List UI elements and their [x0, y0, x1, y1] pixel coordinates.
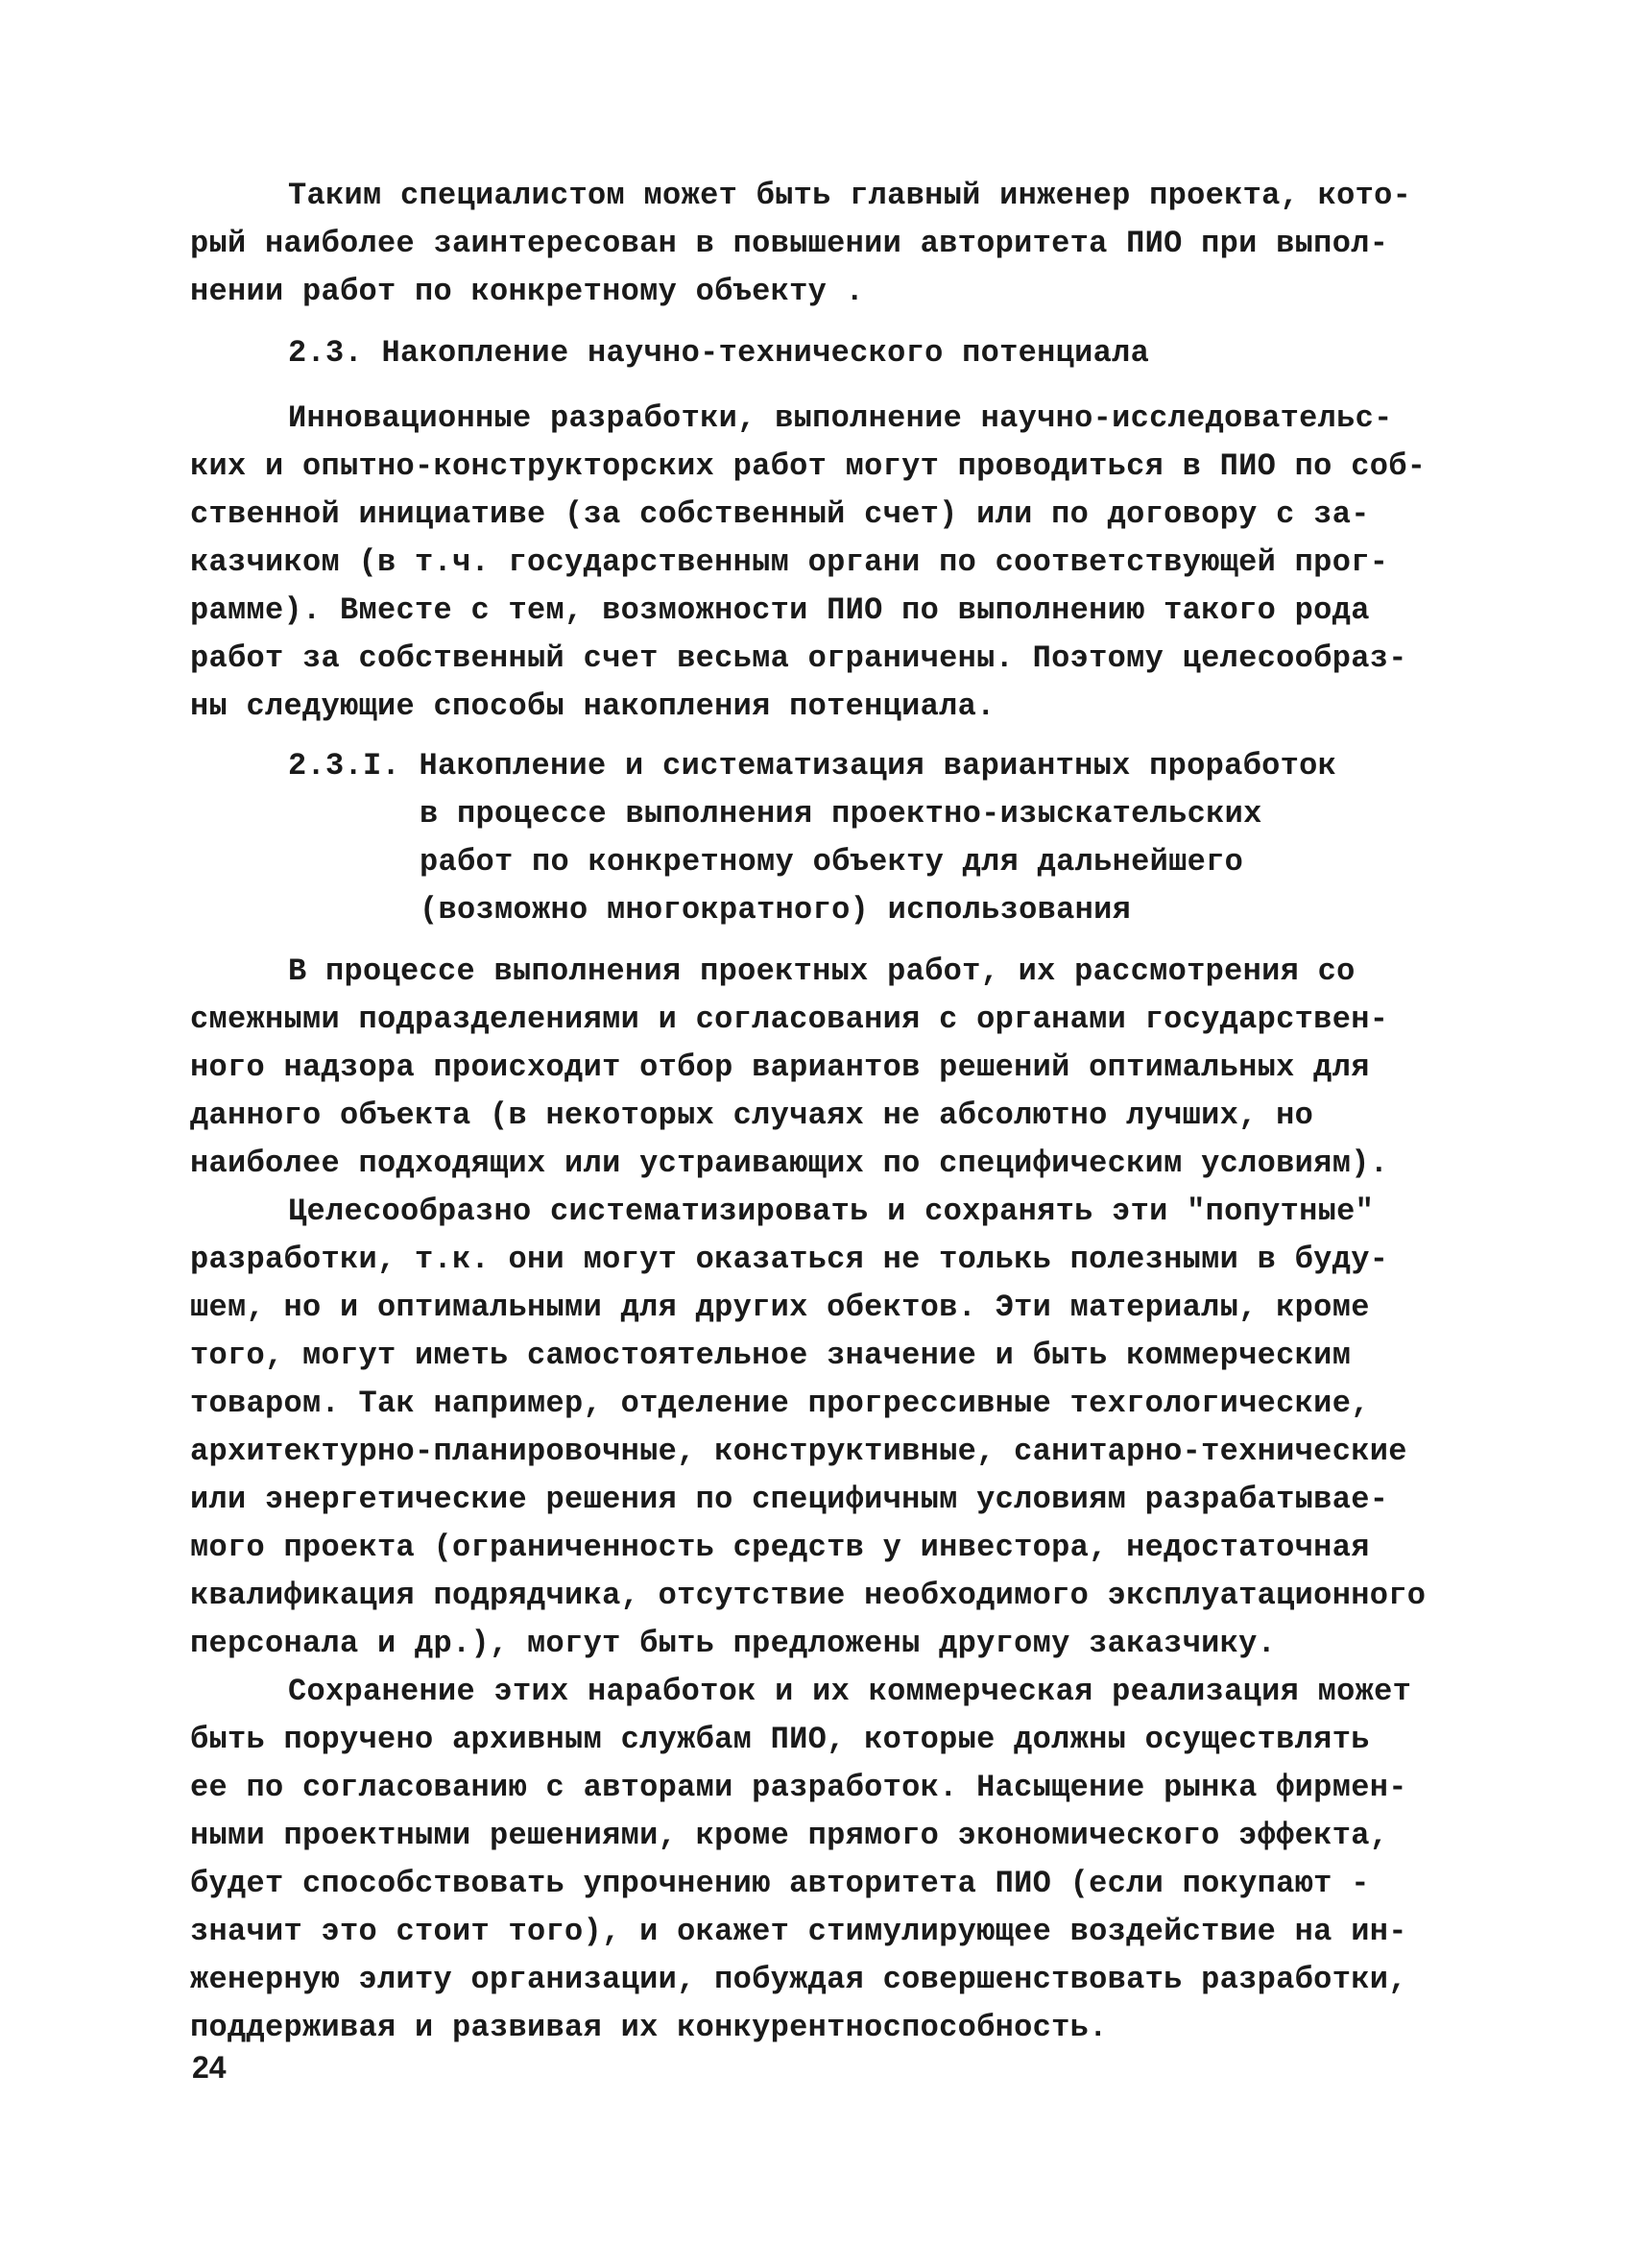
text-line: В процессе выполнения проектных работ, их рассмотрения со — [288, 953, 1356, 989]
subsection-heading: (возможно многократного) использования — [420, 892, 1132, 928]
subsection-heading: 2.3.I. Накопление и систематизация вариантных проработок — [288, 748, 1337, 784]
page-number: 24 — [192, 2050, 227, 2085]
text-line: шем, но и оптимальными для других обектов. Эти материалы, кроме — [190, 1290, 1370, 1325]
text-line: наиболее подходящих или устраивающих по специфическим условиям). — [190, 1146, 1389, 1181]
text-line: персонала и др.), могут быть предложены другому заказчику. — [190, 1626, 1277, 1661]
text-line: ственной инициативе (за собственный счет) или по договору с за- — [190, 496, 1370, 532]
text-line: поддерживая и развивая их конкурентноспособность. — [190, 2010, 1108, 2045]
text-line: женерную элиту организации, побуждая совершенствовать разработки, — [190, 1962, 1407, 1997]
text-line: Целесообразно систематизировать и сохранять эти "попутные" — [288, 1194, 1375, 1229]
text-line: значит это стоит того), и окажет стимулирующее воздействие на ин- — [190, 1914, 1407, 1949]
text-line: данного объекта (в некоторых случаях не абсолютно лучших, но — [190, 1098, 1314, 1133]
text-line: мого проекта (ограниченность средств у инвестора, недостаточная — [190, 1530, 1370, 1565]
text-line: нении работ по конкретному объекту . — [190, 274, 865, 309]
text-line: квалификация подрядчика, отсутствие необходимого эксплуатационного — [190, 1578, 1427, 1613]
text-line: того, могут иметь самостоятельное значение и быть коммерческим — [190, 1338, 1352, 1373]
text-line: архитектурно-планировочные, конструктивные, санитарно-технические — [190, 1434, 1407, 1469]
section-heading: 2.3. Накопление научно-технического потенциала — [288, 335, 1150, 371]
subsection-heading: в процессе выполнения проектно-изыскательских — [420, 796, 1262, 832]
text-line: Инновационные разработки, выполнение научно-исследовательс- — [288, 400, 1393, 436]
text-line: товаром. Так например, отделение прогрессивные техгологические, — [190, 1386, 1370, 1421]
subsection-heading: работ по конкретному объекту для дальнейшего — [420, 844, 1244, 880]
text-line: ее по согласованию с авторами разработок. Насыщение рынка фирмен- — [190, 1770, 1407, 1805]
text-line: работ за собственный счет весьма ограничены. Поэтому целесообраз- — [190, 640, 1407, 676]
text-line: рамме). Вместе с тем, возможности ПИО по выполнению такого рода — [190, 592, 1370, 628]
text-line: смежными подразделениями и согласования с органами государствен- — [190, 1001, 1389, 1037]
text-line: Сохранение этих наработок и их коммерческая реализация может — [288, 1674, 1412, 1709]
text-line: ными проектными решениями, кроме прямого экономического эффекта, — [190, 1818, 1389, 1853]
text-line: ны следующие способы накопления потенциала. — [190, 688, 996, 724]
text-line: ного надзора происходит отбор вариантов решений оптимальных для — [190, 1050, 1370, 1085]
text-line: будет способствовать упрочнению авторитета ПИО (если покупают - — [190, 1866, 1370, 1901]
text-line: быть поручено архивным службам ПИО, которые должны осуществлять — [190, 1722, 1370, 1757]
text-line: Таким специалистом может быть главный инженер проекта, кото- — [288, 178, 1412, 213]
text-line: разработки, т.к. они могут оказаться не толькь полезными в буду- — [190, 1242, 1389, 1277]
text-line: рый наиболее заинтересован в повышении авторитета ПИО при выпол- — [190, 226, 1389, 261]
text-line: казчиком (в т.ч. государственным органи по соответствующей прог- — [190, 544, 1389, 580]
text-line: или энергетические решения по специфичным условиям разрабатывае- — [190, 1482, 1389, 1517]
text-line: ких и опытно-конструкторских работ могут проводиться в ПИО по соб- — [190, 448, 1427, 484]
